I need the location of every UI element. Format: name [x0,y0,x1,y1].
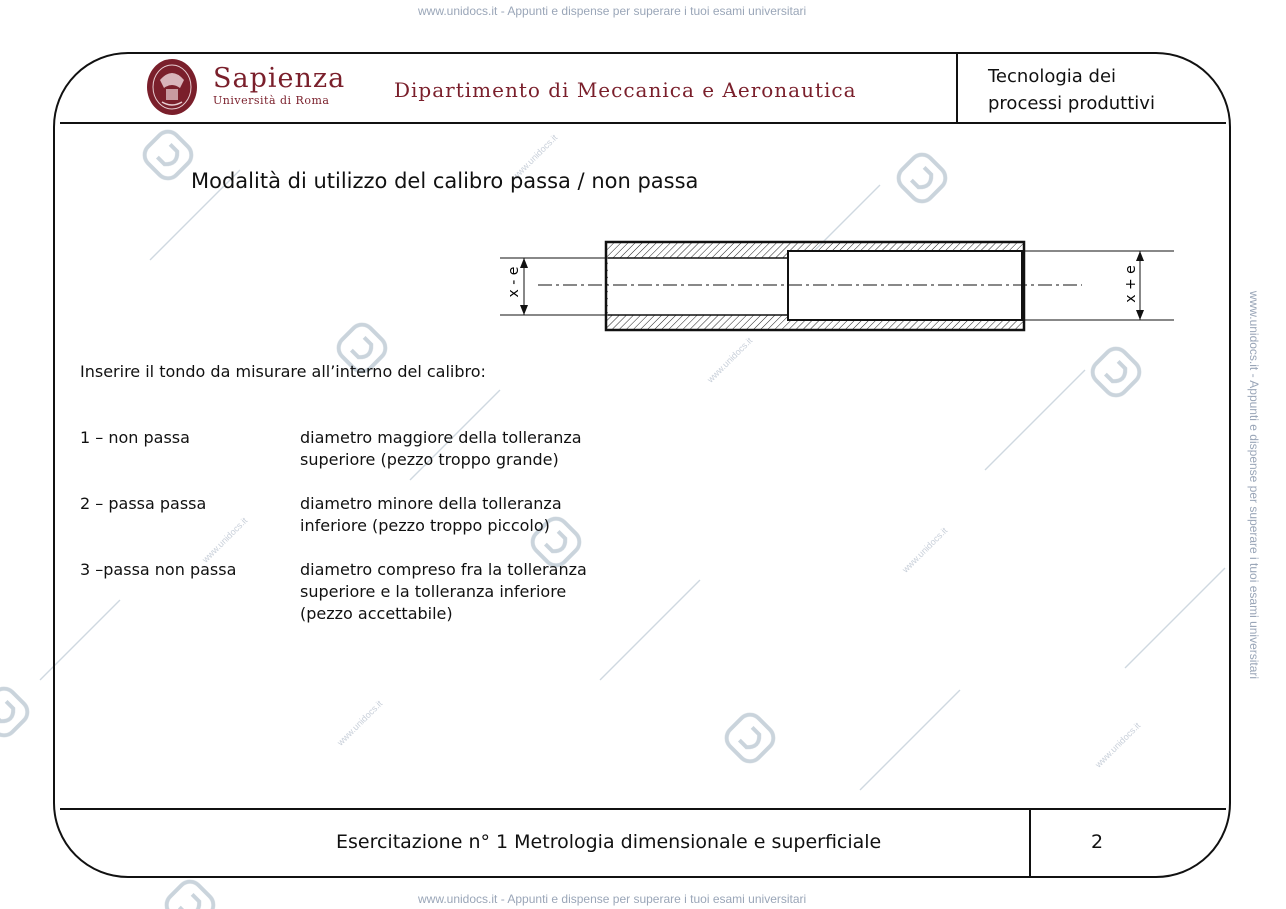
header-vertical-divider [956,54,958,124]
footer-title: Esercitazione n° 1 Metrologia dimensionale e superficiale [336,831,882,853]
course-title-line2: processi produttivi [988,93,1155,114]
right-dimension-label: x + e [1123,265,1139,303]
watermark-right-text: www.unidocs.it - Appunti e dispense per superare i tuoi esami universitari [1247,290,1262,680]
footer-vertical-divider [1029,810,1031,876]
list-item-description [300,559,587,625]
description-line: superiore (pezzo troppo grande) [300,450,559,469]
left-dimension-label: x - e [506,266,522,298]
go-no-go-gauge-diagram [490,232,1190,342]
list-item-description [300,427,582,471]
watermark-diag-text: www.unidocs.it [1093,720,1143,770]
watermark-diag-text: www.unidocs.it [335,698,385,748]
list-item-label: 3 –passa non passa [80,560,237,579]
watermark-diag-text: www.unidocs.it [200,515,250,565]
university-seal-icon [146,58,198,116]
watermark-diag-text: www.unidocs.it [510,132,560,182]
intro-text: Inserire il tondo da misurare all’interno del calibro: [80,362,486,381]
slide-title: Modalità di utilizzo del calibro passa / non passa [191,169,699,193]
description-line: diametro compreso fra la tolleranza [300,560,587,579]
department-name: Dipartimento di Meccanica e Aeronautica [394,78,857,102]
description-line: inferiore (pezzo troppo piccolo) [300,516,550,535]
description-line: diametro minore della tolleranza [300,494,562,513]
list-item-label: 2 – passa passa [80,494,207,513]
watermark-top-text: www.unidocs.it - Appunti e dispense per superare i tuoi esami universitari [418,4,807,18]
university-name: Sapienza [213,63,346,94]
list-item-label: 1 – non passa [80,428,190,447]
page-number: 2 [1091,831,1104,853]
list-item-description [300,493,562,537]
university-subtitle: Università di Roma [213,94,330,107]
header-divider [60,122,1226,124]
description-line: (pezzo accettabile) [300,604,453,623]
watermark-diag-text: www.unidocs.it [705,335,755,385]
footer-divider [60,808,1226,810]
watermark-bottom-text: www.unidocs.it - Appunti e dispense per superare i tuoi esami universitari [418,892,807,906]
course-title-line1: Tecnologia dei [988,66,1117,87]
description-line: superiore e la tolleranza inferiore [300,582,567,601]
course-title [988,63,1155,117]
description-line: diametro maggiore della tolleranza [300,428,582,447]
watermark-diag-text: www.unidocs.it [900,525,950,575]
